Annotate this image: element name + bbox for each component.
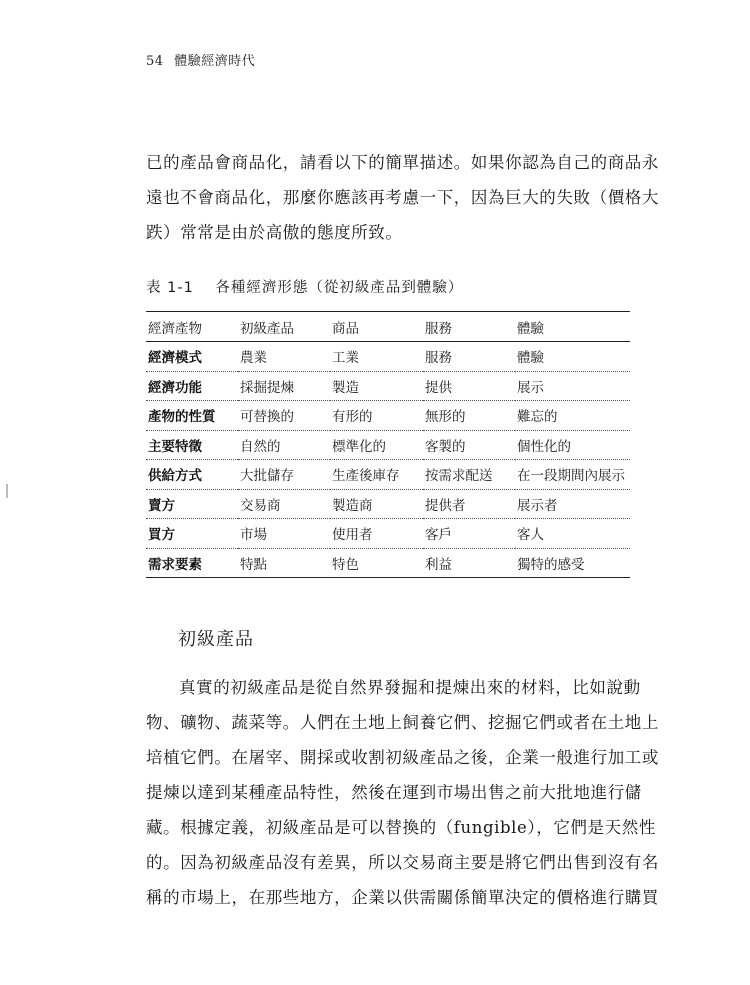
table-cell: 客製的 bbox=[423, 430, 515, 460]
table-cell: 獨特的感受 bbox=[515, 548, 630, 578]
body-paragraph bbox=[146, 670, 659, 915]
page-number: 54 bbox=[146, 54, 164, 69]
table-row bbox=[146, 371, 630, 401]
table-cell: 在一段期間內展示 bbox=[515, 460, 630, 490]
text-line: 跌）常常是由於高傲的態度所致。 bbox=[146, 223, 403, 242]
column-header: 服務 bbox=[423, 312, 515, 342]
row-label: 經濟模式 bbox=[146, 342, 238, 372]
table-cell: 可替換的 bbox=[238, 401, 330, 431]
text-line: 藏。根據定義，初級產品是可以替換的（fungible），它們是天然性 bbox=[146, 818, 656, 837]
row-label: 經濟功能 bbox=[146, 371, 238, 401]
table-cell: 大批儲存 bbox=[238, 460, 330, 490]
table-cell: 提供 bbox=[423, 371, 515, 401]
row-label: 供給方式 bbox=[146, 460, 238, 490]
table-cell: 製造 bbox=[330, 371, 423, 401]
table-cell: 採掘提煉 bbox=[238, 371, 330, 401]
table-caption-title: 各種經濟形態（從初級產品到體驗） bbox=[215, 280, 464, 296]
table-cell: 農業 bbox=[238, 342, 330, 372]
table-cell: 有形的 bbox=[330, 401, 423, 431]
table-caption-number: 表 1-1 bbox=[146, 280, 194, 296]
column-header: 體驗 bbox=[515, 312, 630, 342]
row-label: 主要特徵 bbox=[146, 430, 238, 460]
table-cell: 無形的 bbox=[423, 401, 515, 431]
margin-mark bbox=[6, 484, 8, 498]
book-title: 體驗經濟時代 bbox=[174, 54, 256, 69]
table-cell: 提供者 bbox=[423, 489, 515, 519]
row-label: 賣方 bbox=[146, 489, 238, 519]
column-header: 初級產品 bbox=[238, 312, 330, 342]
table-row bbox=[146, 401, 630, 431]
table-cell: 客人 bbox=[515, 519, 630, 549]
text-line: 培植它們。在屠宰、開採或收割初級產品之後，企業一般進行加工或 bbox=[146, 748, 659, 767]
table-cell: 展示者 bbox=[515, 489, 630, 519]
table-cell: 客戶 bbox=[423, 519, 515, 549]
table-cell: 市場 bbox=[238, 519, 330, 549]
table-cell: 使用者 bbox=[330, 519, 423, 549]
row-label: 需求要素 bbox=[146, 548, 238, 578]
table-cell: 服務 bbox=[423, 342, 515, 372]
text-line: 稱的市場上，在那些地方，企業以供需關係簡單決定的價格進行購買 bbox=[146, 888, 659, 907]
table-header-row bbox=[146, 312, 630, 342]
table-row bbox=[146, 519, 630, 549]
text-line: 提煉以達到某種產品特性，然後在運到市場出售之前大批地進行儲 bbox=[146, 783, 642, 802]
table-cell: 按需求配送 bbox=[423, 460, 515, 490]
table-cell: 體驗 bbox=[515, 342, 630, 372]
table-cell: 工業 bbox=[330, 342, 423, 372]
text-line: 已的產品會商品化，請看以下的簡單描述。如果你認為自己的商品永 bbox=[146, 153, 659, 172]
table-cell: 標準化的 bbox=[330, 430, 423, 460]
table-cell: 利益 bbox=[423, 548, 515, 578]
table-cell: 生產後庫存 bbox=[330, 460, 423, 490]
table-cell: 自然的 bbox=[238, 430, 330, 460]
table-row bbox=[146, 460, 630, 490]
table-cell: 交易商 bbox=[238, 489, 330, 519]
running-header bbox=[146, 50, 255, 69]
table-cell: 製造商 bbox=[330, 489, 423, 519]
text-line: 遠也不會商品化，那麼你應該再考慮一下，因為巨大的失敗（價格大 bbox=[146, 188, 659, 207]
table-cell: 難忘的 bbox=[515, 401, 630, 431]
section-heading: 初級產品 bbox=[178, 629, 254, 650]
economy-table bbox=[146, 311, 630, 578]
intro-paragraph bbox=[146, 145, 659, 250]
table-row bbox=[146, 548, 630, 578]
text-line: 的。因為初級產品沒有差異，所以交易商主要是將它們出售到沒有名 bbox=[146, 853, 659, 872]
table-row bbox=[146, 489, 630, 519]
table-cell: 展示 bbox=[515, 371, 630, 401]
table-cell: 特點 bbox=[238, 548, 330, 578]
table-cell: 個性化的 bbox=[515, 430, 630, 460]
table-caption bbox=[146, 276, 463, 297]
row-label: 產物的性質 bbox=[146, 401, 238, 431]
table-cell: 特色 bbox=[330, 548, 423, 578]
table-row bbox=[146, 430, 630, 460]
table-row bbox=[146, 342, 630, 372]
row-label: 買方 bbox=[146, 519, 238, 549]
column-header: 經濟產物 bbox=[146, 312, 238, 342]
text-line: 真實的初級產品是從自然界發掘和提煉出來的材料，比如說動 bbox=[179, 678, 641, 697]
column-header: 商品 bbox=[330, 312, 423, 342]
text-line: 物、礦物、蔬菜等。人們在土地上飼養它們、挖掘它們或者在土地上 bbox=[146, 713, 659, 732]
